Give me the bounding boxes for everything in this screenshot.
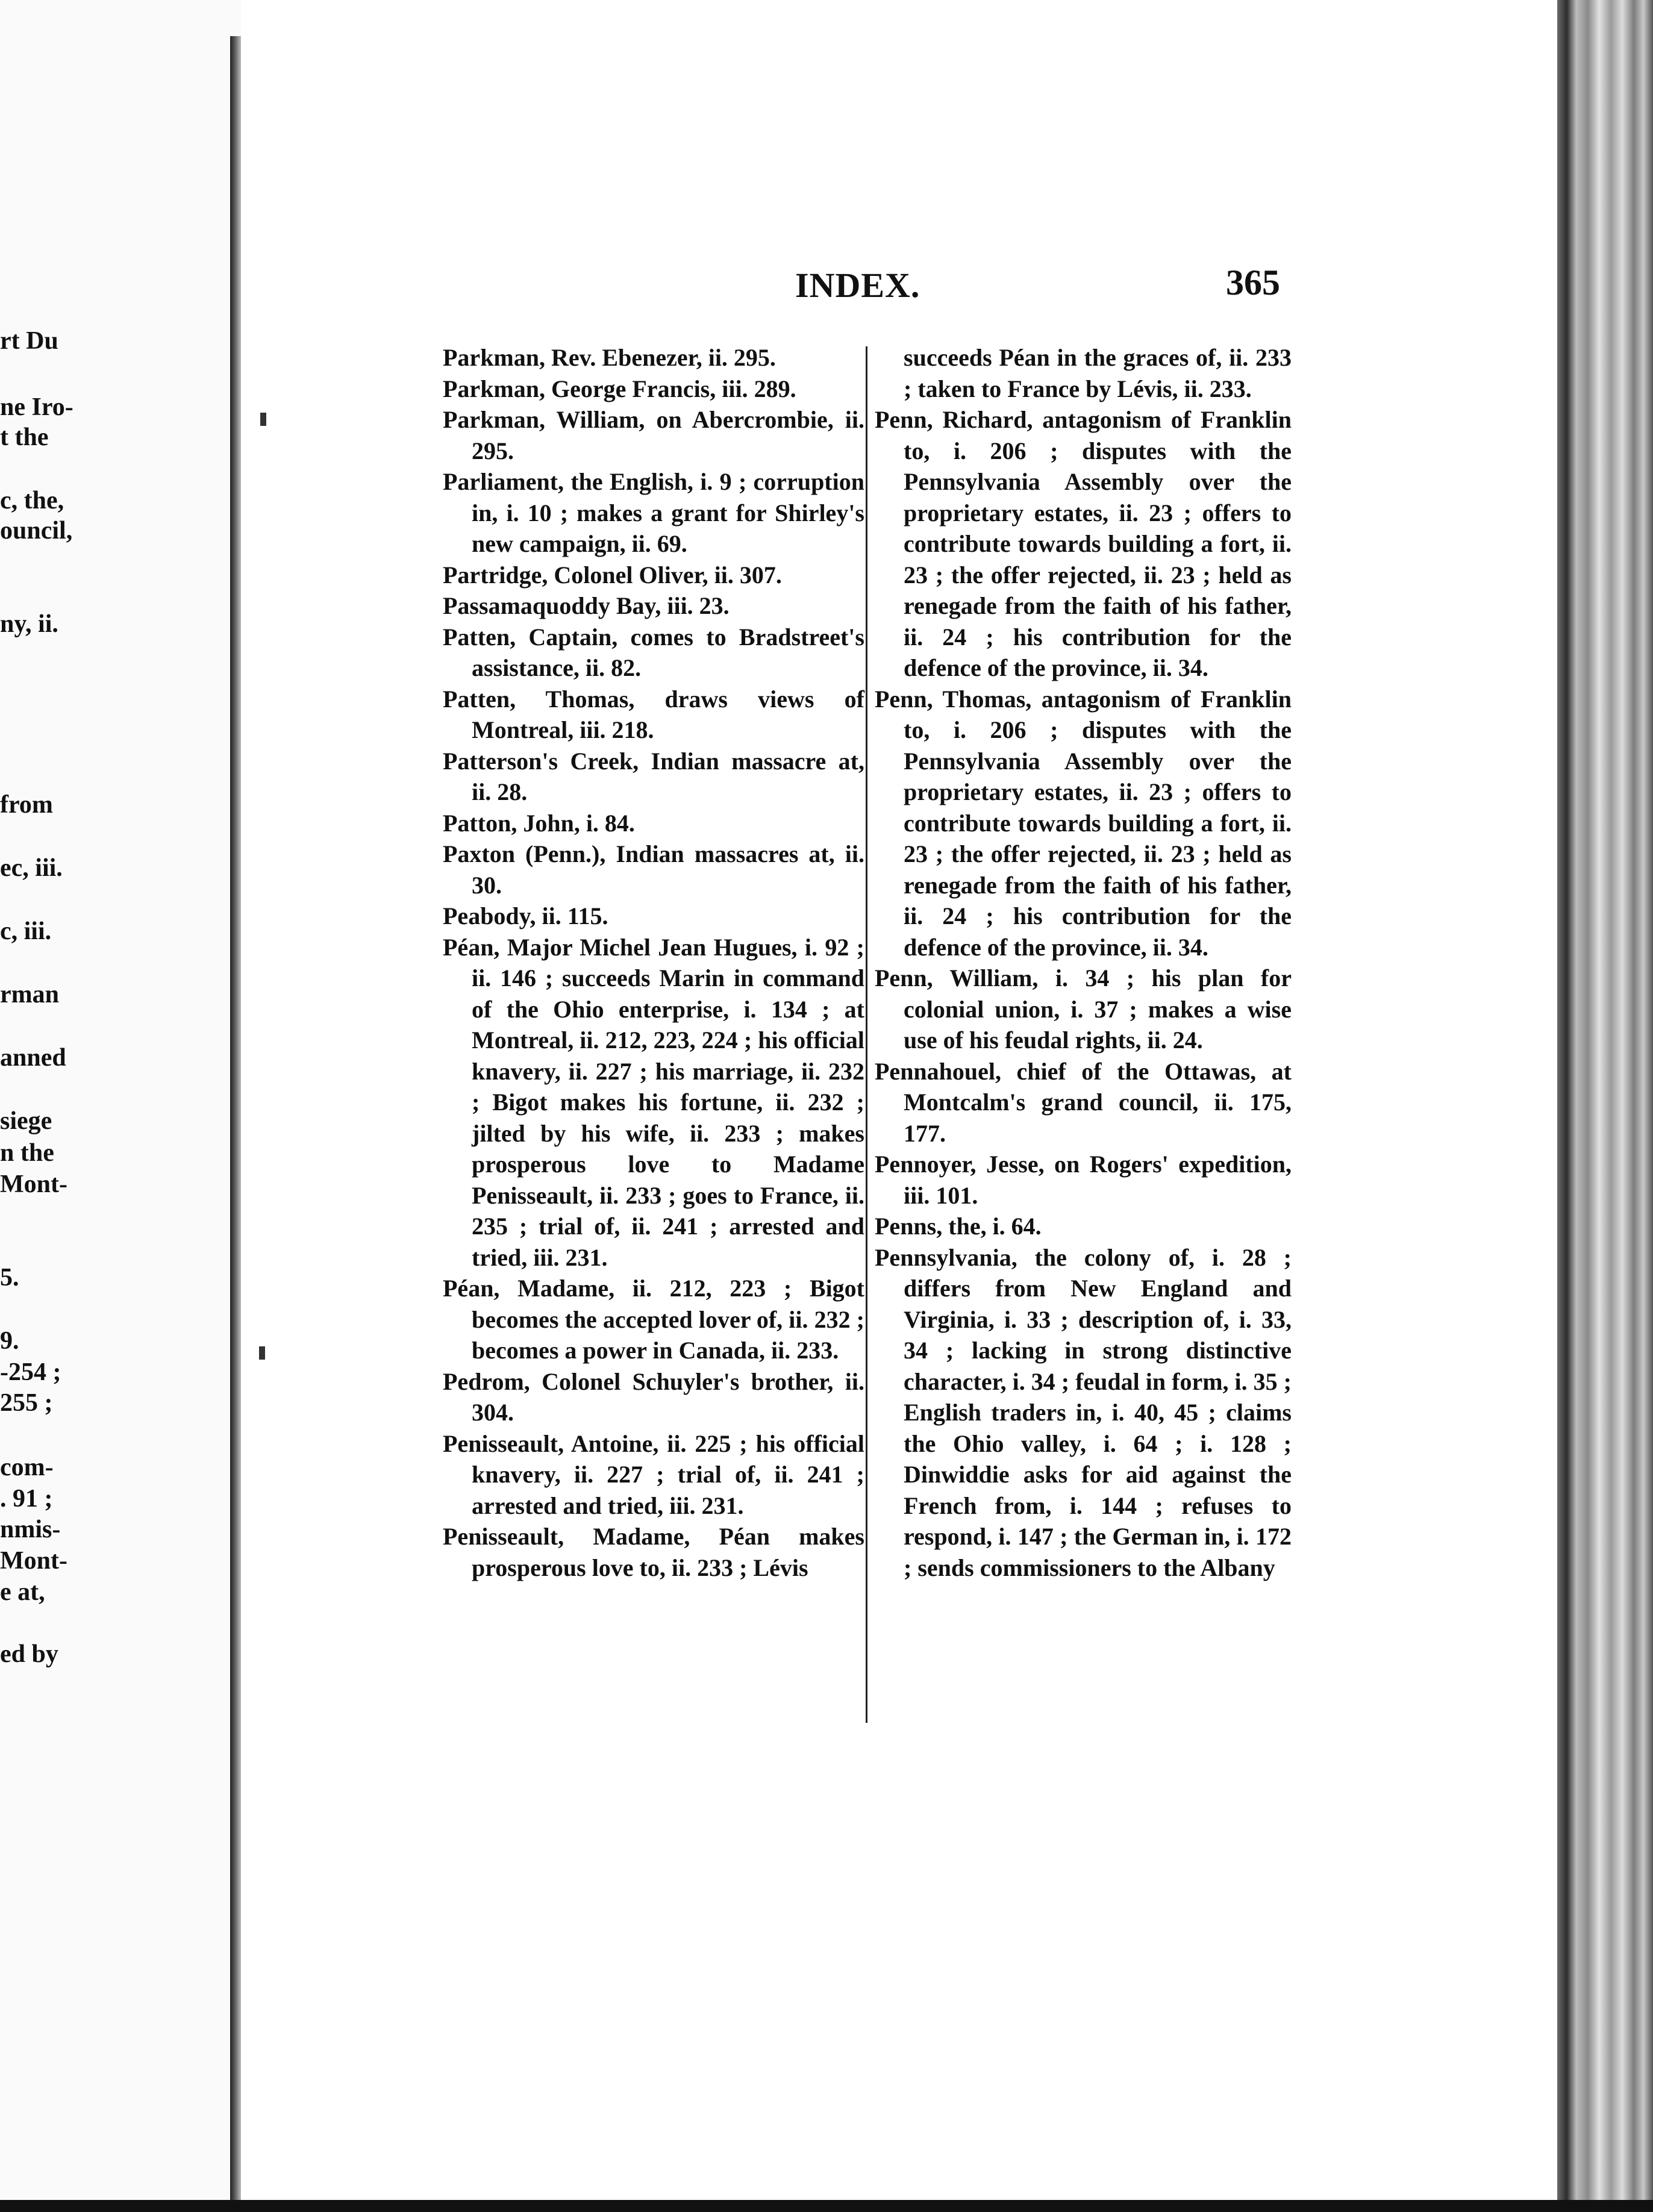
print-mark	[259, 1346, 265, 1360]
fragment-line: c, iii.	[0, 917, 52, 945]
index-entry: Parkman, William, on Abercrombie, ii. 295.	[443, 406, 864, 464]
print-mark	[260, 413, 266, 426]
fragment-line: siege	[0, 1107, 52, 1135]
index-entry: Penn, Richard, antagonism of Franklin to, i. 206 ; disputes with the Pennsylvania Assembly over the proprietary estates, ii. 23 ; offers to contribute towards building a fort, ii. 23 ; the offer rejected, ii. 23 ; held as renegade from the faith of his father, ii. 24 ; his contribution for the defence of the province, ii. 34.	[875, 406, 1292, 681]
index-entry-continuation: succeeds Péan in the graces of, ii. 233 ; taken to France by Lévis, ii. 233.	[904, 344, 1292, 402]
index-entry: Paxton (Penn.), Indian massacres at, ii. 30.	[443, 840, 864, 899]
fragment-line: . 91 ;	[0, 1485, 53, 1513]
book-gutter	[230, 36, 241, 2205]
index-entry: Pennoyer, Jesse, on Rogers' expedition, iii. 101.	[875, 1151, 1292, 1209]
fragment-line: anned	[0, 1044, 66, 1072]
index-entry: Patten, Captain, comes to Bradstreet's assistance, ii. 82.	[443, 623, 864, 681]
index-column-left	[443, 342, 864, 1583]
fragment-line: rman	[0, 981, 59, 1008]
fragment-line: 9.	[0, 1327, 19, 1355]
index-entry: Parliament, the English, i. 9 ; corruption in, i. 10 ; makes a grant for Shirley's new campaign, ii. 69.	[443, 468, 864, 557]
index-entry: Peabody, ii. 115.	[443, 902, 608, 929]
index-entry: Pedrom, Colonel Schuyler's brother, ii. 304.	[443, 1367, 864, 1426]
fragment-line: n the	[0, 1139, 54, 1167]
fragment-line: t the	[0, 423, 49, 451]
page-edges	[1557, 0, 1653, 2212]
fragment-line: ouncil,	[0, 517, 73, 545]
page-number: 365	[1226, 263, 1280, 302]
index-entry: Passamaquoddy Bay, iii. 23.	[443, 592, 730, 619]
index-entry: Partridge, Colonel Oliver, ii. 307.	[443, 561, 782, 589]
fragment-line: from	[0, 791, 53, 819]
fragment-line: ed by	[0, 1640, 58, 1668]
index-entry: Patterson's Creek, Indian massacre at, ii. 28.	[443, 747, 864, 805]
index-entry: Penisseault, Madame, Péan makes prosperous love to, ii. 233 ; Lévis	[443, 1523, 864, 1581]
fragment-line: 5.	[0, 1264, 19, 1292]
fragment-line: Mont-	[0, 1547, 67, 1575]
fragment-line: ec, iii.	[0, 854, 63, 882]
fragment-line: e at,	[0, 1578, 45, 1606]
index-entry: Patton, John, i. 84.	[443, 809, 635, 837]
index-entry: Pennahouel, chief of the Ottawas, at Montcalm's grand council, ii. 175, 177.	[875, 1057, 1292, 1147]
index-entry: Parkman, George Francis, iii. 289.	[443, 375, 796, 402]
scan-bottom-border	[0, 2200, 1653, 2212]
index-entry: Pennsylvania, the colony of, i. 28 ; differs from New England and Virginia, i. 33 ; description of, i. 33, 34 ; lacking in strong distinctive character, i. 34 ; feudal in form, i. 35 ; English traders in, i. 40, 45 ; claims the Ohio valley, i. 64 ; i. 128 ; Dinwiddie asks for aid against the French from, i. 144 ; refuses to respond, i. 147 ; the German in, i. 172 ; sends commissioners to the Albany	[875, 1243, 1292, 1581]
column-divider	[866, 346, 867, 1723]
fragment-line: -254 ;	[0, 1358, 61, 1386]
fragment-line: com-	[0, 1454, 54, 1481]
index-entry: Péan, Madame, ii. 212, 223 ; Bigot becomes the accepted lover of, ii. 232 ; becomes a power in Canada, ii. 233.	[443, 1275, 864, 1364]
fragment-line: nmis-	[0, 1516, 61, 1543]
fragment-line: Mont-	[0, 1170, 67, 1198]
index-entry: Parkman, Rev. Ebenezer, ii. 295.	[443, 344, 776, 371]
fragment-line: ne Iro-	[0, 393, 73, 421]
index-entry: Penn, William, i. 34 ; his plan for colonial union, i. 37 ; makes a wise use of his feudal rights, ii. 24.	[875, 964, 1292, 1054]
fragment-line: c, the,	[0, 487, 64, 514]
running-header: INDEX.	[795, 266, 920, 305]
fragment-line: rt Du	[0, 327, 58, 355]
index-entry: Penisseault, Antoine, ii. 225 ; his official knavery, ii. 227 ; trial of, ii. 241 ; arrested and tried, iii. 231.	[443, 1429, 864, 1519]
index-entry: Penns, the, i. 64.	[875, 1213, 1042, 1240]
index-column-right	[875, 342, 1292, 1583]
index-entry: Patten, Thomas, draws views of Montreal, iii. 218.	[443, 685, 864, 743]
fragment-line: ny, ii.	[0, 610, 58, 638]
index-entry: Péan, Major Michel Jean Hugues, i. 92 ; ii. 146 ; succeeds Marin in command of the Ohio enterprise, i. 134 ; at Montreal, ii. 212, 223, 224 ; his official knavery, ii. 227 ; his marriage, ii. 232 ; Bigot makes his fortune, ii. 232 ; jilted by his wife, ii. 233 ; makes prosperous love to Madame Penisseault, ii. 233 ; goes to France, ii. 235 ; trial of, ii. 241 ; arrested and tried, iii. 231.	[443, 933, 864, 1271]
index-entry: Penn, Thomas, antagonism of Franklin to, i. 206 ; disputes with the Pennsylvania Assembly over the proprietary estates, ii. 23 ; offers to contribute towards building a fort, ii. 23 ; the offer rejected, ii. 23 ; held as renegade from the faith of his father, ii. 24 ; his contribution for the defence of the province, ii. 34.	[875, 685, 1292, 961]
fragment-line: 255 ;	[0, 1389, 53, 1417]
